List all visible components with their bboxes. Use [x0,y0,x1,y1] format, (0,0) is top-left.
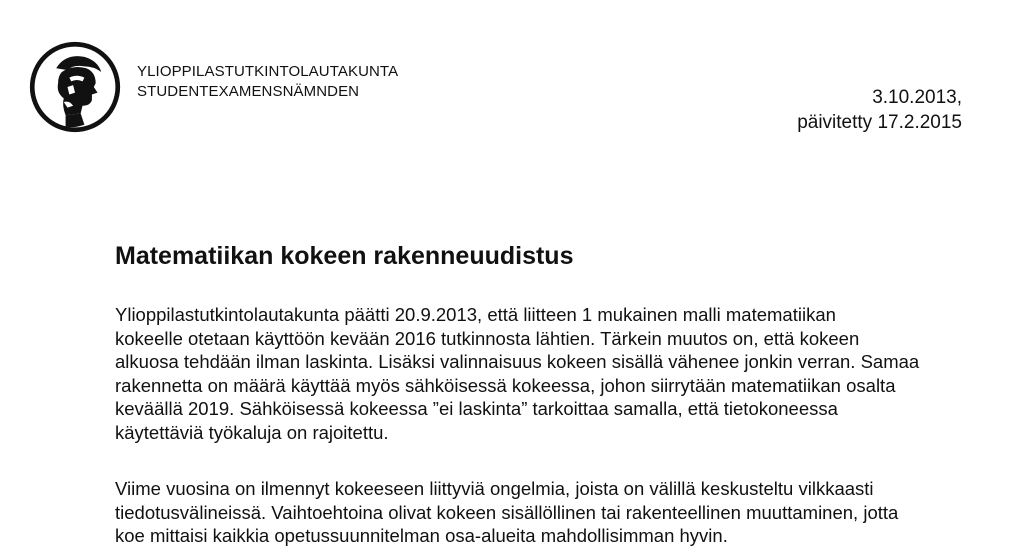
paragraph-1 [115,303,919,445]
org-name-finnish: YLIOPPILASTUTKINTOLAUTAKUNTA [137,63,399,80]
document-dates [797,85,962,135]
date-created: 3.10.2013, [872,87,962,108]
paragraph-line: Viime vuosina on ilmennyt kokeeseen liittyviä ongelmia, joista on välillä keskusteltu vilkkaasti [115,478,874,499]
date-updated: päivitetty 17.2.2015 [797,112,962,133]
paragraph-line: Ylioppilastutkintolautakunta päätti 20.9.2013, että liitteen 1 mukainen malli matematiikan [115,304,836,325]
document-title: Matematiikan kokeen rakenneuudistus [115,242,574,270]
paragraph-line: koe mittaisi kaikkia opetussuunnitelman osa-alueita mahdollisimman hyvin. [115,525,728,547]
paragraph-line: keväällä 2019. Sähköisessä kokeessa ”ei laskinta” tarkoittaa samalla, että tietokoneessa [115,398,838,420]
paragraph-line: alkuosa tehdään ilman laskinta. Lisäksi valinnaisuus kokeen sisällä vähenee jonkin verran. Samaa [115,351,920,373]
paragraph-line: tiedotusvälineissä. Vaihtoehtoina olivat kokeen sisällöllinen tai rakenteellinen muuttaminen, jotta [115,501,899,523]
paragraph-line: rakennetta on määrä käyttää myös sähköisessä kokeessa, johon siirrytään matematiikan osalta [115,374,896,396]
org-name-swedish: STUDENTEXAMENSNÄMNDEN [137,83,360,100]
organization-name [137,62,398,102]
paragraph-line: käytettäviä työkaluja on rajoitettu. [115,421,389,443]
helmeted-head-profile-logo-icon [28,40,122,134]
paragraph-2 [115,477,898,548]
paragraph-line: kokeelle otetaan käyttöön kevään 2016 tutkinnosta lähtien. Tärkein muutos on, että kokeen [115,327,860,349]
